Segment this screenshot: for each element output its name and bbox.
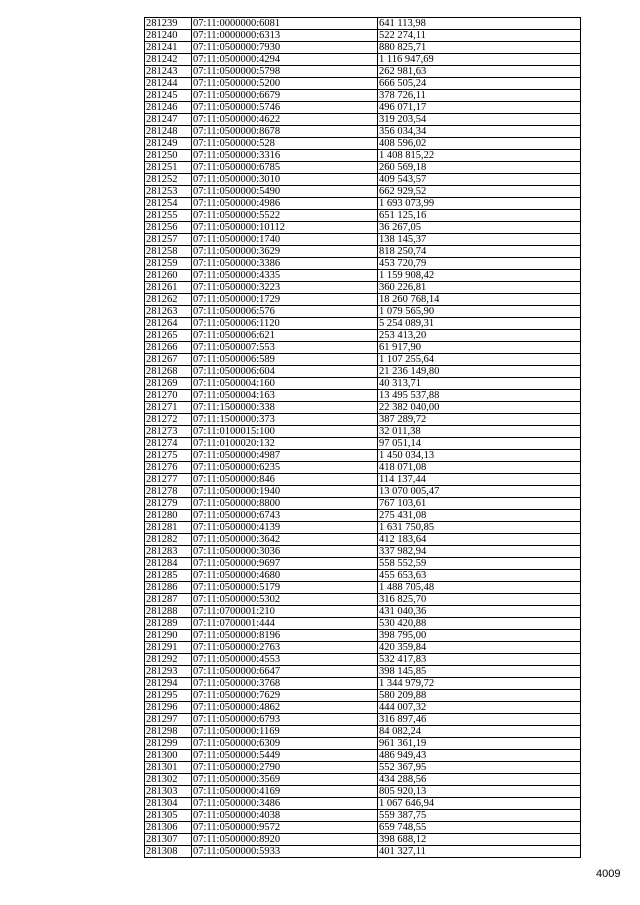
row-id-cell: 281268 [145, 366, 192, 378]
value-cell: 401 327,11 [378, 846, 581, 858]
table-row [145, 654, 581, 666]
table-row [145, 378, 581, 390]
table-row [145, 342, 581, 354]
cadastral-number-cell: 07:11:0500000:8800 [192, 498, 378, 510]
row-id-cell: 281304 [145, 798, 192, 810]
row-id-cell: 281307 [145, 834, 192, 846]
row-id-cell: 281255 [145, 210, 192, 222]
value-cell: 1 631 750,85 [378, 522, 581, 534]
cadastral-number-cell: 07:11:0500000:7629 [192, 690, 378, 702]
cadastral-number-cell: 07:11:0500000:3010 [192, 174, 378, 186]
row-id-cell: 281289 [145, 618, 192, 630]
row-id-cell: 281265 [145, 330, 192, 342]
value-cell: 114 137,44 [378, 474, 581, 486]
value-cell: 434 288,56 [378, 774, 581, 786]
table-row [145, 426, 581, 438]
cadastral-number-cell: 07:11:0500004:160 [192, 378, 378, 390]
table-body [145, 18, 581, 858]
table-row [145, 462, 581, 474]
row-id-cell: 281267 [145, 354, 192, 366]
table-row [145, 258, 581, 270]
table-row [145, 102, 581, 114]
table-row [145, 834, 581, 846]
row-id-cell: 281290 [145, 630, 192, 642]
value-cell: 453 720,79 [378, 258, 581, 270]
value-cell: 138 145,37 [378, 234, 581, 246]
cadastral-number-cell: 07:11:0500000:3316 [192, 150, 378, 162]
page-number: 4009 [596, 868, 621, 880]
row-id-cell: 281291 [145, 642, 192, 654]
table-row [145, 510, 581, 522]
value-cell: 13 495 537,88 [378, 390, 581, 402]
cadastral-number-cell: 07:11:0500000:5200 [192, 78, 378, 90]
value-cell: 880 825,71 [378, 42, 581, 54]
value-cell: 398 795,00 [378, 630, 581, 642]
table-row [145, 174, 581, 186]
value-cell: 360 226,81 [378, 282, 581, 294]
cadastral-number-cell: 07:11:0500000:5746 [192, 102, 378, 114]
value-cell: 558 552,59 [378, 558, 581, 570]
cadastral-number-cell: 07:11:0700001:210 [192, 606, 378, 618]
table-row [145, 306, 581, 318]
cadastral-number-cell: 07:11:0500000:2790 [192, 762, 378, 774]
cadastral-number-cell: 07:11:0500006:589 [192, 354, 378, 366]
table-row [145, 822, 581, 834]
table-row [145, 846, 581, 858]
cadastral-number-cell: 07:11:0500000:3223 [192, 282, 378, 294]
cadastral-number-cell: 07:11:0500000:4622 [192, 114, 378, 126]
row-id-cell: 281264 [145, 318, 192, 330]
value-cell: 337 982,94 [378, 546, 581, 558]
value-cell: 275 431,08 [378, 510, 581, 522]
value-cell: 319 203,54 [378, 114, 581, 126]
row-id-cell: 281275 [145, 450, 192, 462]
cadastral-number-cell: 07:11:0500000:3486 [192, 798, 378, 810]
row-id-cell: 281287 [145, 594, 192, 606]
value-cell: 356 034,34 [378, 126, 581, 138]
cadastral-number-cell: 07:11:0500000:1740 [192, 234, 378, 246]
row-id-cell: 281278 [145, 486, 192, 498]
value-cell: 1 693 073,99 [378, 198, 581, 210]
cadastral-number-cell: 07:11:0500000:5302 [192, 594, 378, 606]
row-id-cell: 281299 [145, 738, 192, 750]
row-id-cell: 281241 [145, 42, 192, 54]
value-cell: 651 125,16 [378, 210, 581, 222]
row-id-cell: 281280 [145, 510, 192, 522]
row-id-cell: 281284 [145, 558, 192, 570]
row-id-cell: 281249 [145, 138, 192, 150]
row-id-cell: 281242 [145, 54, 192, 66]
table-row [145, 438, 581, 450]
value-cell: 805 920,13 [378, 786, 581, 798]
row-id-cell: 281246 [145, 102, 192, 114]
row-id-cell: 281308 [145, 846, 192, 858]
table-row [145, 354, 581, 366]
table-row [145, 582, 581, 594]
cadastral-number-cell: 07:11:0500000:2763 [192, 642, 378, 654]
row-id-cell: 281262 [145, 294, 192, 306]
row-id-cell: 281295 [145, 690, 192, 702]
row-id-cell: 281253 [145, 186, 192, 198]
row-id-cell: 281296 [145, 702, 192, 714]
cadastral-number-cell: 07:11:0500006:604 [192, 366, 378, 378]
row-id-cell: 281243 [145, 66, 192, 78]
value-cell: 378 726,11 [378, 90, 581, 102]
value-cell: 666 505,24 [378, 78, 581, 90]
table-row [145, 642, 581, 654]
cadastral-number-cell: 07:11:0500000:1729 [192, 294, 378, 306]
value-cell: 1 107 255,64 [378, 354, 581, 366]
value-cell: 552 367,95 [378, 762, 581, 774]
row-id-cell: 281306 [145, 822, 192, 834]
table-row [145, 114, 581, 126]
cadastral-number-cell: 07:11:0500000:8196 [192, 630, 378, 642]
row-id-cell: 281254 [145, 198, 192, 210]
row-id-cell: 281256 [145, 222, 192, 234]
row-id-cell: 281301 [145, 762, 192, 774]
table-row [145, 726, 581, 738]
row-id-cell: 281288 [145, 606, 192, 618]
value-cell: 1 116 947,69 [378, 54, 581, 66]
row-id-cell: 281283 [145, 546, 192, 558]
table-row [145, 66, 581, 78]
value-cell: 530 420,88 [378, 618, 581, 630]
cadastral-number-cell: 07:11:0100015:100 [192, 426, 378, 438]
row-id-cell: 281240 [145, 30, 192, 42]
value-cell: 1 450 034,13 [378, 450, 581, 462]
value-cell: 486 949,43 [378, 750, 581, 762]
value-cell: 13 070 005,47 [378, 486, 581, 498]
row-id-cell: 281277 [145, 474, 192, 486]
table-row [145, 414, 581, 426]
value-cell: 444 007,32 [378, 702, 581, 714]
value-cell: 398 688,12 [378, 834, 581, 846]
table-row [145, 150, 581, 162]
value-cell: 559 387,75 [378, 810, 581, 822]
value-cell: 431 040,36 [378, 606, 581, 618]
table-row [145, 282, 581, 294]
value-cell: 21 236 149,80 [378, 366, 581, 378]
cadastral-number-cell: 07:11:0500006:1120 [192, 318, 378, 330]
table-row [145, 666, 581, 678]
cadastral-number-cell: 07:11:0500000:4987 [192, 450, 378, 462]
value-cell: 496 071,17 [378, 102, 581, 114]
table-row [145, 774, 581, 786]
value-cell: 1 344 979,72 [378, 678, 581, 690]
cadastral-number-cell: 07:11:0500000:5798 [192, 66, 378, 78]
row-id-cell: 281286 [145, 582, 192, 594]
row-id-cell: 281281 [145, 522, 192, 534]
table-row [145, 750, 581, 762]
table-row [145, 402, 581, 414]
value-cell: 316 897,46 [378, 714, 581, 726]
row-id-cell: 281261 [145, 282, 192, 294]
table-row [145, 486, 581, 498]
value-cell: 818 250,74 [378, 246, 581, 258]
table-row [145, 714, 581, 726]
row-id-cell: 281260 [145, 270, 192, 282]
cadastral-number-cell: 07:11:0500000:6743 [192, 510, 378, 522]
value-cell: 455 653,63 [378, 570, 581, 582]
table-row [145, 318, 581, 330]
value-cell: 260 569,18 [378, 162, 581, 174]
cadastral-number-cell: 07:11:0500000:1169 [192, 726, 378, 738]
row-id-cell: 281285 [145, 570, 192, 582]
value-cell: 418 071,08 [378, 462, 581, 474]
row-id-cell: 281248 [145, 126, 192, 138]
value-cell: 532 417,83 [378, 654, 581, 666]
row-id-cell: 281297 [145, 714, 192, 726]
table-row [145, 522, 581, 534]
row-id-cell: 281305 [145, 810, 192, 822]
row-id-cell: 281257 [145, 234, 192, 246]
value-cell: 409 543,57 [378, 174, 581, 186]
row-id-cell: 281250 [145, 150, 192, 162]
table-row [145, 498, 581, 510]
value-cell: 659 748,55 [378, 822, 581, 834]
cadastral-number-cell: 07:11:0500000:6235 [192, 462, 378, 474]
value-cell: 22 382 040,00 [378, 402, 581, 414]
cadastral-number-cell: 07:11:1500000:373 [192, 414, 378, 426]
table-row [145, 126, 581, 138]
table-row [145, 702, 581, 714]
row-id-cell: 281245 [145, 90, 192, 102]
value-cell: 5 254 089,31 [378, 318, 581, 330]
cadastral-number-cell: 07:11:0500000:5522 [192, 210, 378, 222]
table-row [145, 30, 581, 42]
cadastral-number-cell: 07:11:0500000:4862 [192, 702, 378, 714]
cadastral-number-cell: 07:11:0500000:5449 [192, 750, 378, 762]
row-id-cell: 281272 [145, 414, 192, 426]
row-id-cell: 281303 [145, 786, 192, 798]
cadastral-number-cell: 07:11:0500000:1940 [192, 486, 378, 498]
row-id-cell: 281294 [145, 678, 192, 690]
cadastral-number-cell: 07:11:0500000:5179 [192, 582, 378, 594]
value-cell: 1 488 705,48 [378, 582, 581, 594]
table-row [145, 366, 581, 378]
row-id-cell: 281300 [145, 750, 192, 762]
table-row [145, 198, 581, 210]
cadastral-number-cell: 07:11:0500000:10112 [192, 222, 378, 234]
cadastral-number-cell: 07:11:0500000:6793 [192, 714, 378, 726]
cadastral-number-cell: 07:11:0500000:6785 [192, 162, 378, 174]
cadastral-number-cell: 07:11:0500000:6309 [192, 738, 378, 750]
table-row [145, 786, 581, 798]
table-row [145, 210, 581, 222]
table-row [145, 270, 581, 282]
cadastral-number-cell: 07:11:0000000:6081 [192, 18, 378, 30]
table-row [145, 678, 581, 690]
cadastral-value-table [144, 17, 581, 858]
table-row [145, 246, 581, 258]
cadastral-number-cell: 07:11:0500000:5933 [192, 846, 378, 858]
cadastral-number-cell: 07:11:0500000:846 [192, 474, 378, 486]
cadastral-number-cell: 07:11:0500004:163 [192, 390, 378, 402]
row-id-cell: 281282 [145, 534, 192, 546]
cadastral-number-cell: 07:11:0500000:4139 [192, 522, 378, 534]
table-row [145, 138, 581, 150]
value-cell: 662 929,52 [378, 186, 581, 198]
cadastral-number-cell: 07:11:0500000:4335 [192, 270, 378, 282]
value-cell: 1 408 815,22 [378, 150, 581, 162]
value-cell: 253 413,20 [378, 330, 581, 342]
cadastral-number-cell: 07:11:0500000:8678 [192, 126, 378, 138]
cadastral-number-cell: 07:11:0500000:4553 [192, 654, 378, 666]
cadastral-number-cell: 07:11:0500007:553 [192, 342, 378, 354]
cadastral-number-cell: 07:11:1500000:338 [192, 402, 378, 414]
value-cell: 97 051,14 [378, 438, 581, 450]
table-row [145, 738, 581, 750]
value-cell: 387 289,72 [378, 414, 581, 426]
cadastral-number-cell: 07:11:0500000:3386 [192, 258, 378, 270]
table-row [145, 18, 581, 30]
table-row [145, 474, 581, 486]
value-cell: 61 917,90 [378, 342, 581, 354]
cadastral-number-cell: 07:11:0500000:9697 [192, 558, 378, 570]
row-id-cell: 281273 [145, 426, 192, 438]
table-row [145, 186, 581, 198]
value-cell: 262 981,63 [378, 66, 581, 78]
cadastral-number-cell: 07:11:0500000:3629 [192, 246, 378, 258]
value-cell: 1 159 908,42 [378, 270, 581, 282]
cadastral-number-cell: 07:11:0100020:132 [192, 438, 378, 450]
table-row [145, 690, 581, 702]
row-id-cell: 281266 [145, 342, 192, 354]
table-row [145, 294, 581, 306]
table-row [145, 90, 581, 102]
row-id-cell: 281252 [145, 174, 192, 186]
cadastral-number-cell: 07:11:0500000:528 [192, 138, 378, 150]
table-row [145, 762, 581, 774]
table-row [145, 222, 581, 234]
row-id-cell: 281274 [145, 438, 192, 450]
table-row [145, 810, 581, 822]
value-cell: 1 067 646,94 [378, 798, 581, 810]
table-row [145, 78, 581, 90]
cadastral-number-cell: 07:11:0500000:4986 [192, 198, 378, 210]
cadastral-number-cell: 07:11:0500000:4169 [192, 786, 378, 798]
value-cell: 412 183,64 [378, 534, 581, 546]
cadastral-number-cell: 07:11:0500000:5490 [192, 186, 378, 198]
table-row [145, 234, 581, 246]
row-id-cell: 281269 [145, 378, 192, 390]
value-cell: 398 145,85 [378, 666, 581, 678]
value-cell: 641 113,98 [378, 18, 581, 30]
row-id-cell: 281244 [145, 78, 192, 90]
cadastral-number-cell: 07:11:0500000:9572 [192, 822, 378, 834]
cadastral-number-cell: 07:11:0500000:3642 [192, 534, 378, 546]
value-cell: 961 361,19 [378, 738, 581, 750]
cadastral-number-cell: 07:11:0500006:621 [192, 330, 378, 342]
row-id-cell: 281302 [145, 774, 192, 786]
table-row [145, 534, 581, 546]
row-id-cell: 281247 [145, 114, 192, 126]
cadastral-number-cell: 07:11:0000000:6313 [192, 30, 378, 42]
cadastral-number-cell: 07:11:0500000:4680 [192, 570, 378, 582]
value-cell: 40 313,71 [378, 378, 581, 390]
value-cell: 84 082,24 [378, 726, 581, 738]
table-row [145, 546, 581, 558]
table-row [145, 42, 581, 54]
cadastral-number-cell: 07:11:0500000:3768 [192, 678, 378, 690]
row-id-cell: 281251 [145, 162, 192, 174]
table-row [145, 630, 581, 642]
cadastral-number-cell: 07:11:0500000:8920 [192, 834, 378, 846]
value-cell: 1 079 565,90 [378, 306, 581, 318]
table-row [145, 54, 581, 66]
table-row [145, 390, 581, 402]
row-id-cell: 281276 [145, 462, 192, 474]
row-id-cell: 281239 [145, 18, 192, 30]
row-id-cell: 281292 [145, 654, 192, 666]
table-row [145, 558, 581, 570]
value-cell: 580 209,88 [378, 690, 581, 702]
cadastral-number-cell: 07:11:0500000:7930 [192, 42, 378, 54]
table-row [145, 606, 581, 618]
table-row [145, 798, 581, 810]
cadastral-number-cell: 07:11:0500000:6647 [192, 666, 378, 678]
value-cell: 408 596,02 [378, 138, 581, 150]
row-id-cell: 281259 [145, 258, 192, 270]
value-cell: 32 011,38 [378, 426, 581, 438]
cadastral-number-cell: 07:11:0500000:6679 [192, 90, 378, 102]
row-id-cell: 281263 [145, 306, 192, 318]
row-id-cell: 281271 [145, 402, 192, 414]
row-id-cell: 281298 [145, 726, 192, 738]
table-row [145, 330, 581, 342]
table-row [145, 570, 581, 582]
value-cell: 522 274,11 [378, 30, 581, 42]
row-id-cell: 281293 [145, 666, 192, 678]
cadastral-number-cell: 07:11:0700001:444 [192, 618, 378, 630]
value-cell: 767 103,61 [378, 498, 581, 510]
value-cell: 18 260 768,14 [378, 294, 581, 306]
row-id-cell: 281279 [145, 498, 192, 510]
value-cell: 420 359,84 [378, 642, 581, 654]
cadastral-number-cell: 07:11:0500000:4294 [192, 54, 378, 66]
cadastral-number-cell: 07:11:0500006:576 [192, 306, 378, 318]
row-id-cell: 281258 [145, 246, 192, 258]
table-row [145, 162, 581, 174]
table-row [145, 594, 581, 606]
cadastral-number-cell: 07:11:0500000:3569 [192, 774, 378, 786]
value-cell: 316 825,70 [378, 594, 581, 606]
cadastral-number-cell: 07:11:0500000:3036 [192, 546, 378, 558]
value-cell: 36 267,05 [378, 222, 581, 234]
row-id-cell: 281270 [145, 390, 192, 402]
cadastral-number-cell: 07:11:0500000:4038 [192, 810, 378, 822]
table-row [145, 618, 581, 630]
table-row [145, 450, 581, 462]
